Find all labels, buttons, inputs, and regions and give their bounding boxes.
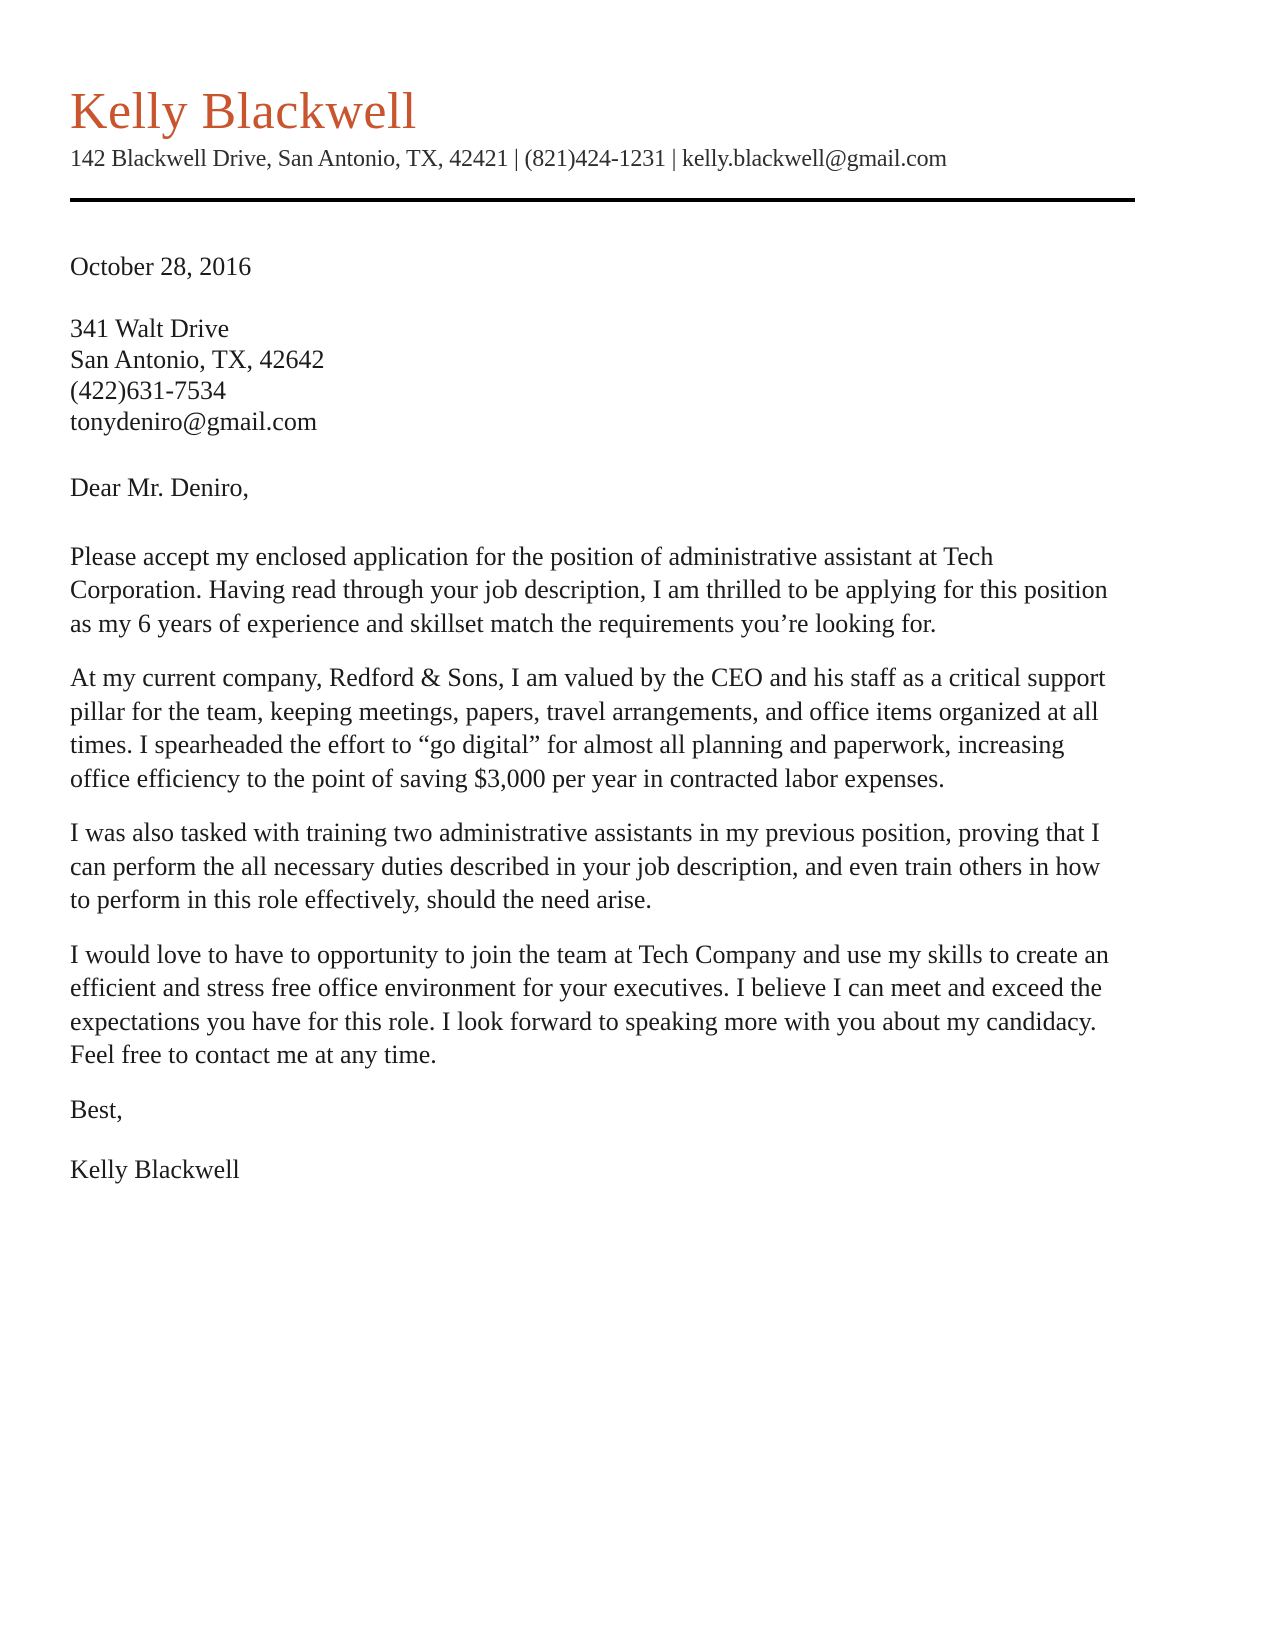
sender-name: Kelly Blackwell (70, 83, 417, 140)
body-paragraph-4: I would love to have to opportunity to join the team at Tech Company and use my skills to create an efficient and stress free office environment for your executives. I believe I can meet and exceed the expectations you have for this role. I look forward to speaking more with you about my candidacy. Feel free to contact me at any time. (70, 939, 1109, 1070)
body-paragraph-2: At my current company, Redford & Sons, I am valued by the CEO and his staff as a critical support pillar for the team, keeping meetings, papers, travel arrangements, and office items organized at all times. I spearheaded the effort to “go digital” for almost all planning and paperwork, increasing office efficiency to the point of saving $3,000 per year in contracted labor expenses. (70, 663, 1106, 793)
letter-header (70, 85, 1135, 202)
header-divider (70, 198, 1135, 202)
recipient-address-line1: 341 Walt Drive (70, 313, 230, 343)
sender-contact-line: 142 Blackwell Drive, San Antonio, TX, 42421 | (821)424-1231 | kelly.blackwell@gmail.com (70, 145, 947, 172)
recipient-phone: (422)631-7534 (70, 375, 226, 405)
salutation: Dear Mr. Deniro, (70, 472, 250, 502)
signature-name: Kelly Blackwell (70, 1154, 240, 1184)
closing-valediction: Best, (70, 1094, 123, 1124)
recipient-address-line2: San Antonio, TX, 42642 (70, 344, 325, 374)
recipient-address-block (70, 313, 1115, 437)
recipient-email: tonydeniro@gmail.com (70, 406, 318, 436)
letter-date: October 28, 2016 (70, 251, 252, 281)
body-paragraph-3: I was also tasked with training two administrative assistants in my previous position, proving that I can perform the all necessary duties described in your job description, and even train others in how to perform in this role effectively, should the need arise. (70, 818, 1101, 915)
letter-body (70, 251, 1115, 1186)
body-paragraph-1: Please accept my enclosed application for the position of administrative assistant at Tech Corporation. Having read through your job description, I am thrilled to be applying for this position as my 6 years of experience and skillset match the requirements you’re looking for. (70, 541, 1108, 638)
